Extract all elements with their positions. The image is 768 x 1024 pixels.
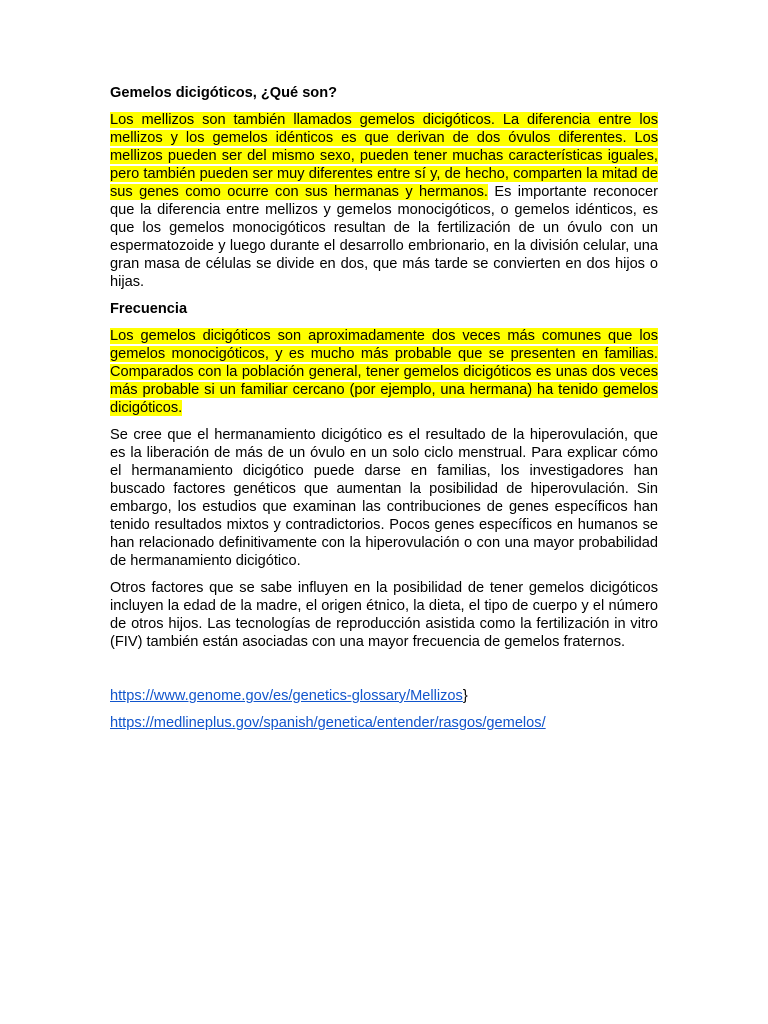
- reference-link-row: [110, 687, 658, 705]
- paragraph-otros-factores: Otros factores que se sabe influyen en la posibilidad de tener gemelos dicigóticos incluyen la edad de la madre, el origen étnico, la dieta, el tipo de cuerpo y el número de otros hijos. Las tecnologías de reproducción asistida como la fertilización in vitro (FIV) también están asociadas con una mayor frecuencia de gemelos fraternos.: [110, 580, 658, 650]
- link-medlineplus[interactable]: https://medlineplus.gov/spanish/genetica/entender/rasgos/gemelos/: [110, 715, 546, 731]
- highlighted-text: Los gemelos dicigóticos son aproximadamente dos veces más comunes que los gemelos monocigóticos, y es mucho más probable que se presenten en familias. Comparados con la población general, tener gemelos dicigóticos es unas dos veces más probable si un familiar cercano (por ejemplo, una hermana) ha tenido gemelos dicigóticos.: [110, 328, 658, 416]
- paragraph-frequency: [110, 327, 658, 417]
- link-suffix: }: [462, 688, 468, 704]
- section-heading-gemelos: Gemelos dicigóticos, ¿Qué son?: [110, 85, 338, 101]
- reference-links: [110, 687, 658, 732]
- paragraph-definition: [110, 111, 658, 291]
- paragraph-text: Es importante reconocer que la diferencia entre mellizos y gemelos monocigóticos, o gemelos idénticos, es que los gemelos monocigóticos resultan de la fertilización de un óvulo con un espermatozoide y luego durante el desarrollo embrionario, en la división celular, una gran masa de células se divide en dos, que más tarde se convierten en dos hijos o hijas.: [110, 184, 658, 290]
- paragraph-hiperovulacion: Se cree que el hermanamiento dicigótico es el resultado de la hiperovulación, que es la liberación de más de un óvulo en un solo ciclo menstrual. Para explicar cómo el hermanamiento dicigótico puede darse en familias, los investigadores han buscado factores genéticos que aumentan la posibilidad de hiperovulación. Sin embargo, los estudios que examinan las contribuciones de genes específicos han tenido resultados mixtos y contradictorios. Pocos genes específicos en humanos se han relacionado definitivamente con la hiperovulación o con una mayor probabilidad de hermanamiento dicigótico.: [110, 427, 658, 569]
- link-genome[interactable]: https://www.genome.gov/es/genetics-glossary/Mellizos: [110, 688, 463, 704]
- reference-link-row: [110, 714, 658, 732]
- section-heading-frecuencia: Frecuencia: [110, 301, 188, 317]
- document-page: [110, 84, 658, 741]
- highlighted-text: Los mellizos son también llamados gemelos dicigóticos. La diferencia entre los mellizos y los gemelos idénticos es que derivan de dos óvulos diferentes. Los mellizos pueden ser del mismo sexo, pueden tener muchas características iguales, pero también pueden ser muy diferentes entre sí y, de hecho, comparten la mitad de sus genes como ocurre con sus hermanas y hermanos.: [110, 112, 658, 200]
